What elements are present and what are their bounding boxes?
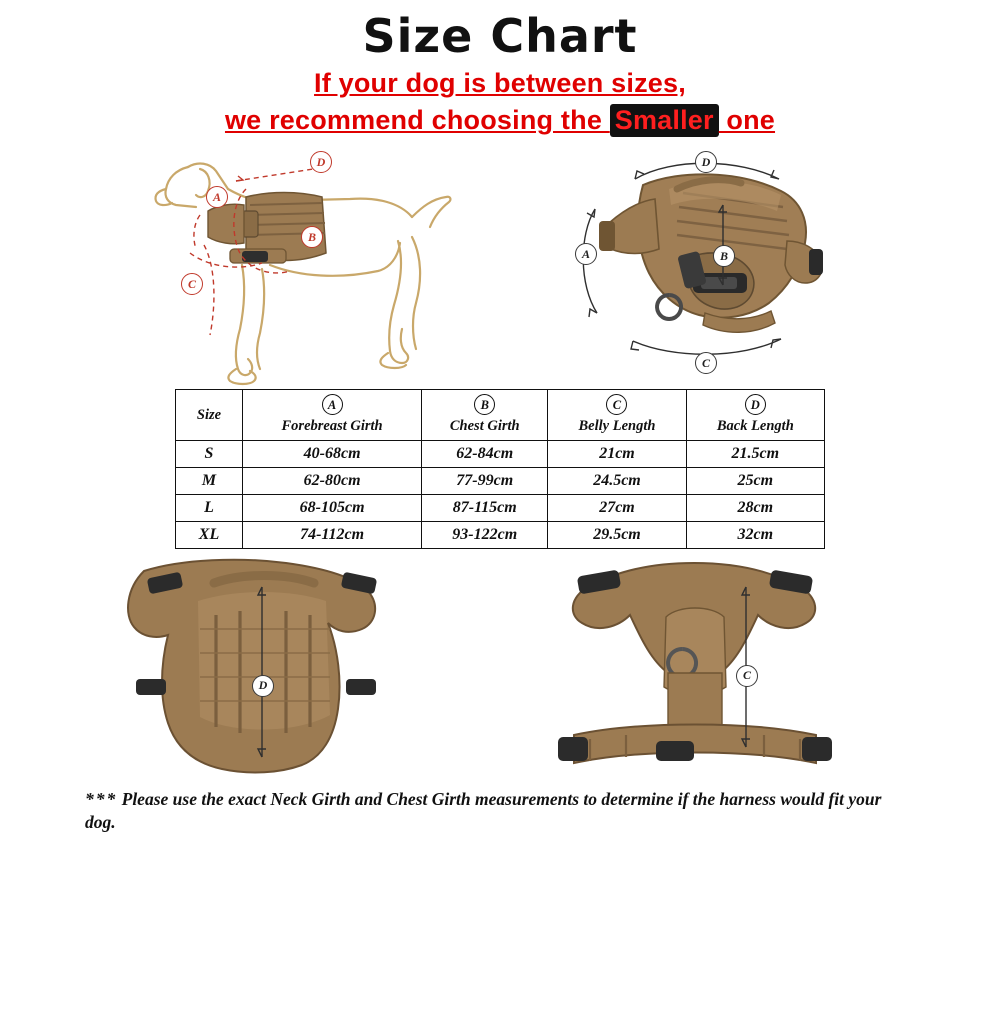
cell-xl-forebreast: 74-112cm	[243, 521, 422, 548]
harness-marker-c: C	[695, 352, 717, 374]
table-row	[176, 521, 825, 548]
flat-marker-d: D	[252, 675, 274, 697]
dog-marker-c: C	[181, 273, 203, 295]
subtitle-line-1: If your dog is between sizes,	[314, 68, 686, 99]
header-belly-length: C Belly Length	[548, 390, 686, 440]
dog-marker-d: D	[310, 151, 332, 173]
table-header-row	[176, 390, 825, 440]
header-letter-a: A	[322, 394, 343, 415]
cell-s-forebreast: 40-68cm	[243, 440, 422, 467]
cell-xl-back: 32cm	[686, 521, 824, 548]
row-size-m: M	[176, 467, 243, 494]
cell-s-belly: 21cm	[548, 440, 686, 467]
header-letter-c: C	[606, 394, 627, 415]
header-chest-girth: B Chest Girth	[422, 390, 548, 440]
subtitle-highlight: Smaller	[610, 104, 719, 137]
header-letter-d: D	[745, 394, 766, 415]
cell-s-back: 21.5cm	[686, 440, 824, 467]
harness-marker-b: B	[713, 245, 735, 267]
header-forebreast-girth: A Forebreast Girth	[243, 390, 422, 440]
front-marker-c: C	[736, 665, 758, 687]
harness-flat-illustration	[90, 557, 430, 782]
header-size: Size	[176, 390, 243, 440]
table-row	[176, 494, 825, 521]
subtitle-line-2-before: we recommend choosing the	[224, 105, 610, 136]
dog-diagram	[150, 145, 573, 390]
dog-marker-a: A	[206, 186, 228, 208]
cell-l-belly: 27cm	[548, 494, 686, 521]
subtitle-block	[0, 68, 1000, 137]
row-size-l: L	[176, 494, 243, 521]
top-illustration-row	[0, 137, 1000, 387]
cell-xl-chest: 93-122cm	[422, 521, 548, 548]
footer-stars: ***	[85, 788, 118, 809]
cell-m-forebreast: 62-80cm	[243, 467, 422, 494]
harness-marker-d: D	[695, 151, 717, 173]
harness-front-view	[530, 557, 910, 782]
cell-m-chest: 77-99cm	[422, 467, 548, 494]
dog-outline-illustration	[150, 145, 480, 390]
subtitle-line-2	[0, 104, 1000, 137]
size-table-wrapper	[0, 389, 1000, 548]
cell-m-back: 25cm	[686, 467, 824, 494]
header-back-length: D Back Length	[686, 390, 824, 440]
cell-m-belly: 24.5cm	[548, 467, 686, 494]
row-size-s: S	[176, 440, 243, 467]
row-size-xl: XL	[176, 521, 243, 548]
dog-marker-b: B	[301, 226, 323, 248]
harness-diagram	[573, 145, 870, 390]
subtitle-line-2-after: one	[718, 105, 776, 136]
footer-note	[0, 784, 1000, 835]
cell-l-forebreast: 68-105cm	[243, 494, 422, 521]
cell-s-chest: 62-84cm	[422, 440, 548, 467]
harness-front-illustration	[530, 557, 860, 782]
table-row	[176, 467, 825, 494]
harness-flat-top-view	[90, 557, 470, 782]
header-letter-b: B	[474, 394, 495, 415]
cell-l-back: 28cm	[686, 494, 824, 521]
harness-marker-a: A	[575, 243, 597, 265]
footer-text: Please use the exact Neck Girth and Chest Girth measurements to determine if the harness would fit your dog.	[85, 788, 882, 833]
page-title: Size Chart	[362, 9, 638, 63]
table-row	[176, 440, 825, 467]
cell-xl-belly: 29.5cm	[548, 521, 686, 548]
bottom-illustration-row	[0, 549, 1000, 784]
cell-l-chest: 87-115cm	[422, 494, 548, 521]
size-chart-table	[175, 389, 825, 548]
